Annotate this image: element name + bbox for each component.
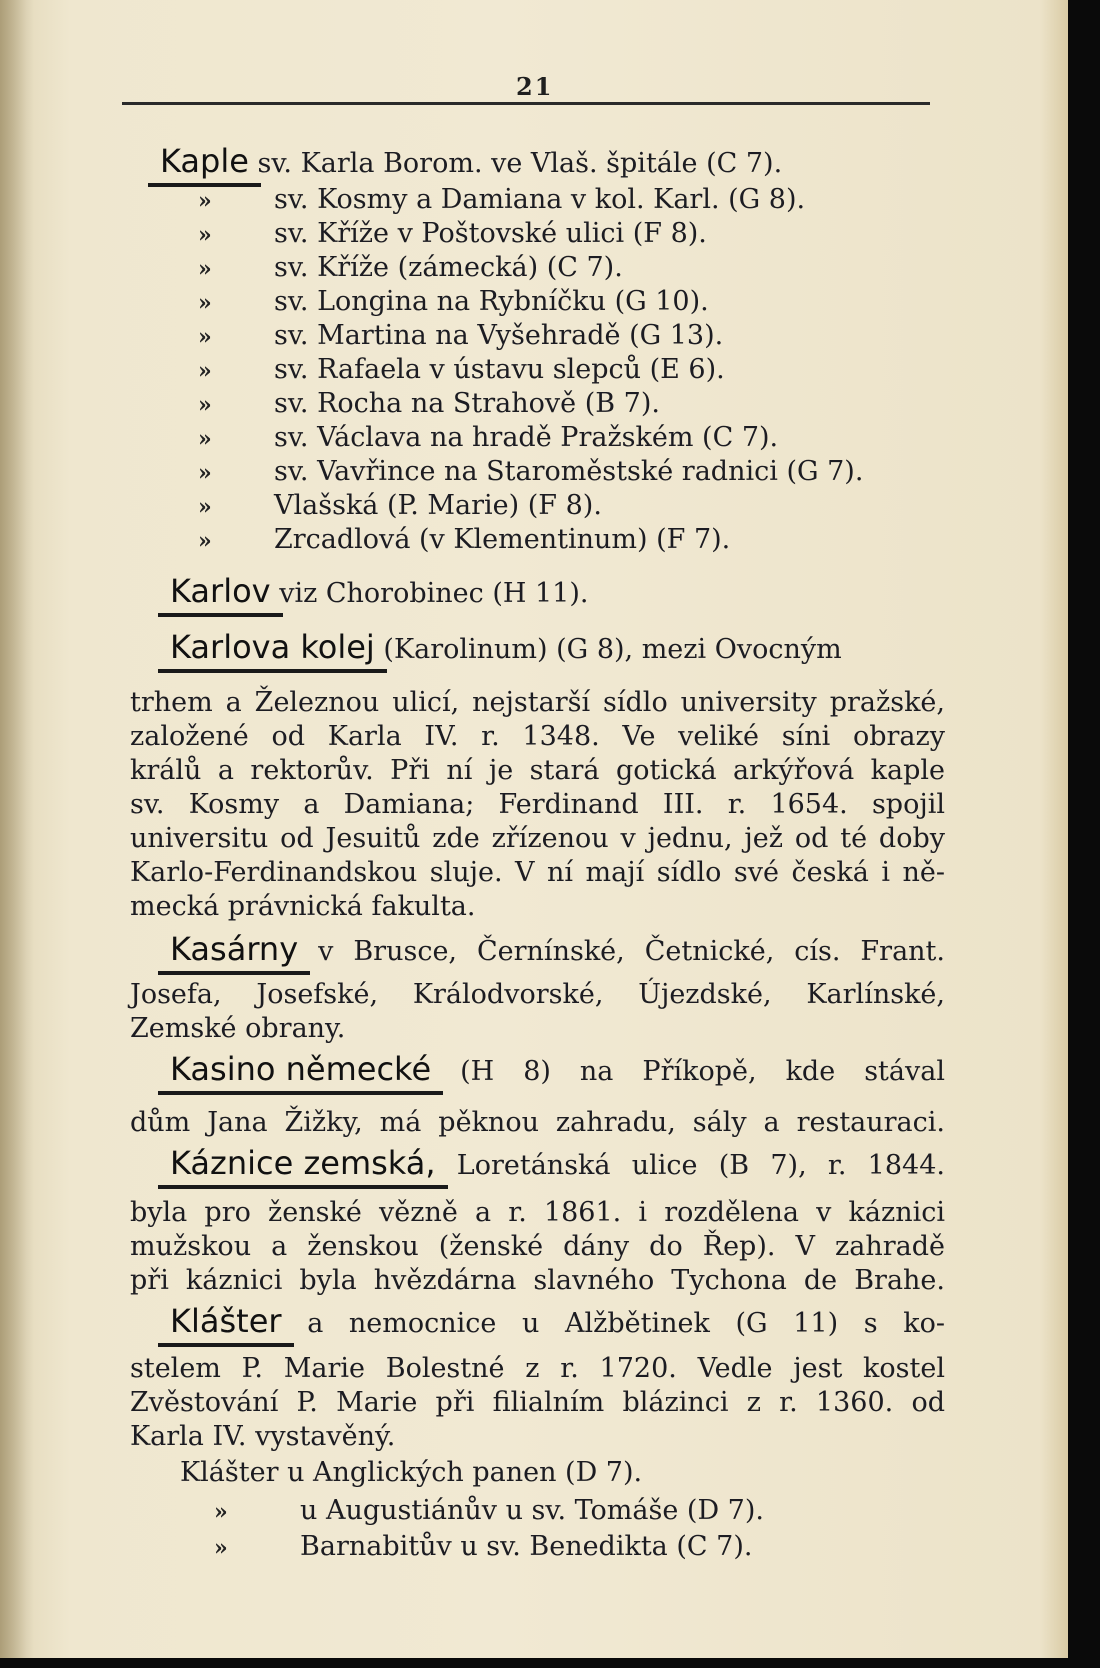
list-item: » sv. Rafaela v ústavu slepců (E 6). [198,353,725,388]
ditto-mark: » [198,188,212,214]
ditto-mark: » [198,392,212,418]
text-line: Zvěstování P. Marie při filialním blázinci z r. 1360. od [130,1387,945,1418]
text-line: dům Jana Žižky, má pěknou zahradu, sály a restauraci. [130,1107,945,1138]
ditto-mark: » [198,256,212,282]
entry-kasino: Kasino německé (H 8) na Příkopě, kde stával [170,1050,945,1088]
page-number: 21 [516,72,554,101]
list-item: » Barnabitův u sv. Benedikta (C 7). [214,1530,752,1565]
headword-kasarny: Kasárny [170,930,299,968]
text-line: trhem a Železnou ulicí, nejstarší sídlo university pražské, [130,687,945,718]
list-item: » sv. Václava na hradě Pražském (C 7). [198,421,778,456]
list-item: » sv. Vavřince na Staroměstské radnici (G 7). [198,455,863,490]
entry-kaple [160,144,782,181]
text-line: sv. Kosmy a Damiana; Ferdinand III. r. 1654. spojil [130,789,945,820]
ditto-mark: » [214,1535,228,1561]
text-line: založené od Karla IV. r. 1348. Ve veliké síni obrazy [130,721,945,752]
text-line: byla pro ženské vězně a r. 1861. i rozdělena v káznici [130,1197,945,1228]
text-line: Karla IV. vystavěný. [130,1421,396,1452]
entry-kasarny: Kasárny v Brusce, Černínské, Četnické, cís. Frant. [170,930,945,968]
headword-karlov: Karlov [170,572,271,610]
headword-kaznice: Káznice zemská, [170,1144,436,1182]
text-line: universitu od Jesuitů zde zřízenou v jednu, jež od té doby [130,823,945,854]
headword-klaster: Klášter [170,1302,282,1340]
text-line: Zemské obrany. [130,1013,346,1044]
text-line: mužskou a ženskou (ženské dány do Řep). V zahradě [130,1231,945,1262]
ditto-mark: » [198,358,212,384]
list-item: » sv. Kříže (zámecká) (C 7). [198,251,623,286]
ditto-mark: » [198,494,212,520]
list-item: » sv. Kosmy a Damiana v kol. Karl. (G 8). [198,183,805,218]
list-item: » sv. Kříže v Poštovské ulici (F 8). [198,217,707,252]
kaple-first-line: sv. Karla Borom. ve Vlaš. špitále (C 7). [257,148,783,179]
ditto-mark: » [198,222,212,248]
list-item: » sv. Longina na Rybníčku (G 10). [198,285,709,320]
list-item: » Zrcadlová (v Klementinum) (F 7). [198,523,730,558]
klaster-sub-first: Klášter u Anglických panen (D 7). [180,1457,643,1488]
header-rule [122,102,930,105]
entry-kaznice: Káznice zemská, Loretánská ulice (B 7), r. 1844. [170,1144,945,1182]
text-line: králů a rektorův. Při ní je stará gotická arkýřová kaple [130,755,945,786]
headword-kasino: Kasino německé [170,1050,432,1088]
list-item: » sv. Martina na Vyšehradě (G 13). [198,319,723,354]
ditto-mark: » [198,426,212,452]
ditto-mark: » [198,324,212,350]
list-item: » u Augustiánův u sv. Tomáše (D 7). [214,1494,764,1529]
ditto-mark: » [198,528,212,554]
text-line: při káznici byla hvězdárna slavného Tychona de Brahe. [130,1265,945,1296]
text-line: mecká právnická fakulta. [130,891,476,922]
entry-klaster: Klášter a nemocnice u Alžbětinek (G 11) s ko- [170,1302,945,1340]
headword-kaple: Kaple [160,142,249,180]
headword-karlova-kolej: Karlova kolej [170,628,375,666]
text-line: Karlo-Ferdinandskou sluje. V ní mají sídlo své česká i ně- [130,857,945,888]
text-line: stelem P. Marie Bolestné z r. 1720. Vedle jest kostel [130,1353,945,1384]
entry-karlova-kolej: Karlova kolej (Karolinum) (G 8), mezi Ovocným [170,628,842,666]
text-line: Josefa, Josefské, Králodvorské, Újezdské, Karlínské, [130,979,945,1010]
ditto-mark: » [198,460,212,486]
ditto-mark: » [214,1499,228,1525]
entry-karlov: Karlov viz Chorobinec (H 11). [170,572,589,610]
list-item: » Vlašská (P. Marie) (F 8). [198,489,602,524]
ditto-mark: » [198,290,212,316]
list-item: » sv. Rocha na Strahově (B 7). [198,387,660,422]
